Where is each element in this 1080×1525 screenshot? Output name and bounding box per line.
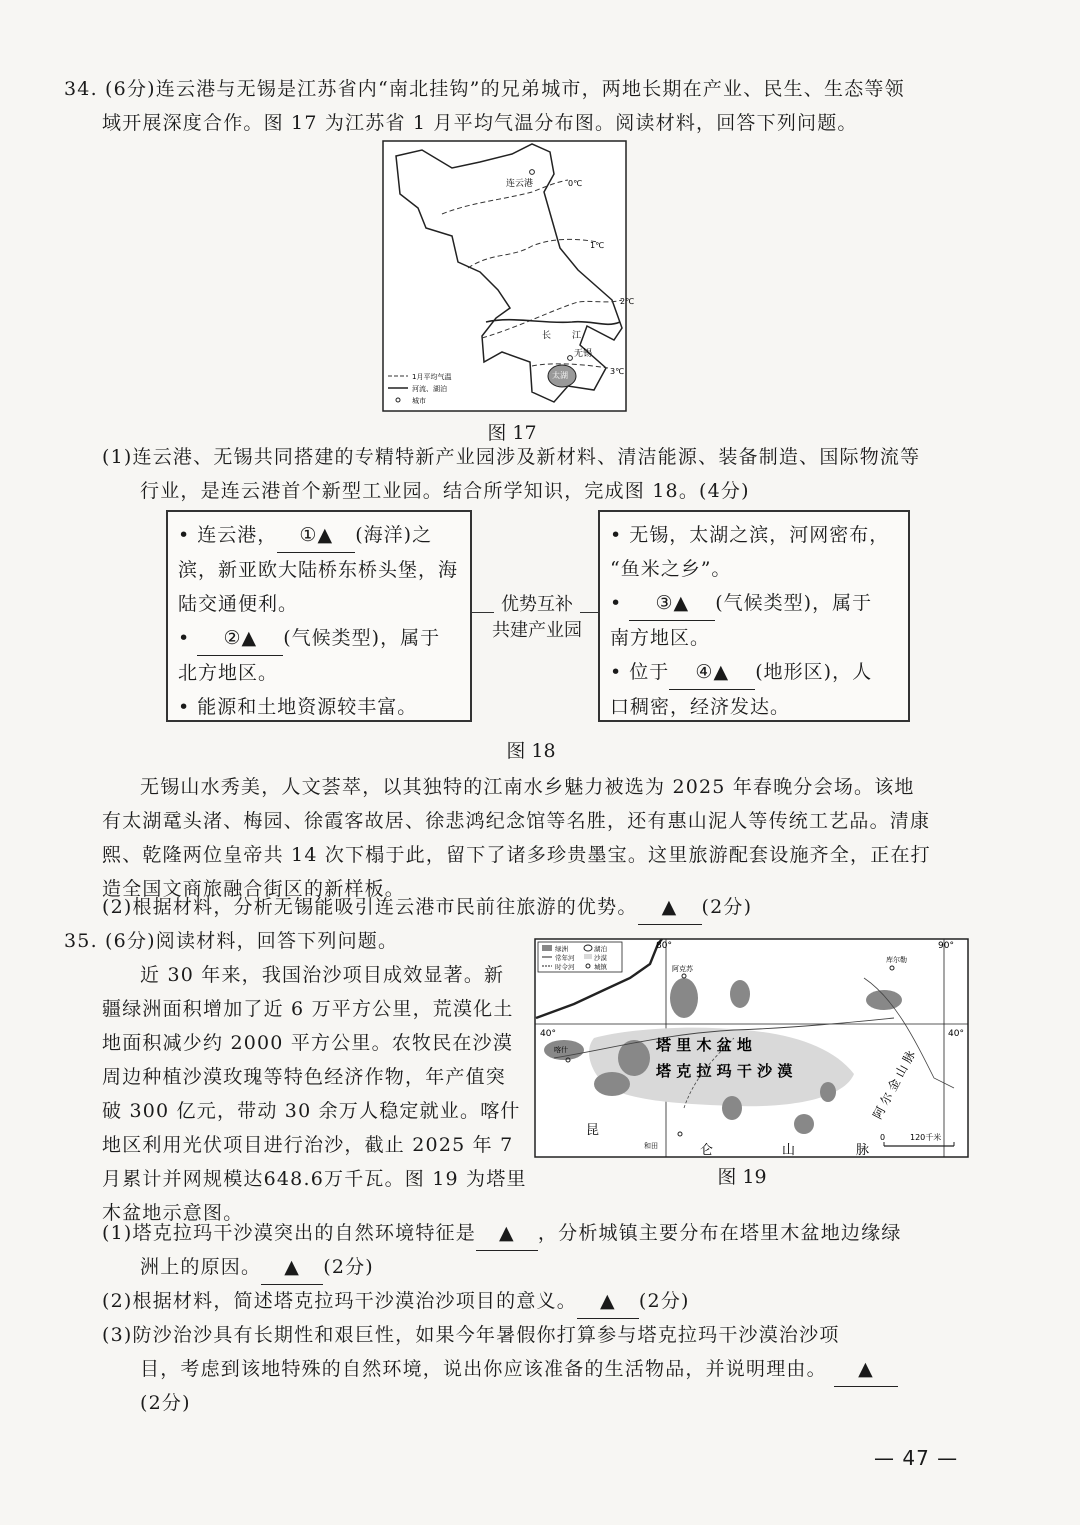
label-taihu: 太湖: [552, 371, 568, 380]
fig18-center: 优势互补 共建产业园: [492, 594, 582, 641]
q35-sub1-line1: (1)塔克拉玛干沙漠突出的自然环境特征是 ▲ ，分析城镇主要分布在塔里木盆地边缘绿: [102, 1216, 902, 1251]
svg-text:湖泊: 湖泊: [594, 945, 607, 953]
svg-text:城镇: 城镇: [594, 963, 607, 971]
svg-text:常年河: 常年河: [555, 954, 575, 962]
q35-sub2: (2)根据材料，简述塔克拉玛干沙漠治沙项目的意义。 ▲ (2分): [102, 1284, 690, 1319]
q34-para-line4: 造全国文商旅融合街区的新样板。: [102, 878, 406, 900]
blank-2[interactable]: ②▲: [197, 621, 283, 656]
q35-head: 35. (6分)阅读材料，回答下列问题。: [64, 930, 399, 952]
svg-text:沙漠: 沙漠: [594, 954, 607, 962]
label-3c: 3℃: [610, 367, 625, 376]
blank-1[interactable]: ①▲: [277, 518, 355, 553]
label-jiang: 江: [572, 331, 582, 341]
q35-sub1-line2: 洲上的原因。 ▲ (2分): [140, 1250, 374, 1285]
q34-sub1-line1: (1)连云港、无锡共同搭建的专精特新产业园涉及新材料、清洁能源、装备制造、国际物流等: [102, 446, 921, 468]
label-lianyungang: 连云港: [506, 179, 534, 189]
q35-para-6: 月累计并网规模达648.6万千瓦。图 19 为塔里: [102, 1168, 527, 1190]
svg-text:时令河: 时令河: [555, 963, 575, 971]
fig19-caption: 图 19: [717, 1166, 767, 1188]
blank-4[interactable]: ④▲: [669, 655, 755, 690]
label-2c: 2℃: [620, 297, 635, 306]
q35-sub3-line3: (2分): [140, 1392, 191, 1414]
fig17-caption: 图 17: [487, 422, 537, 444]
blank-3[interactable]: ③▲: [629, 586, 715, 621]
q34-stem-line1: 34. (6分)连云港与无锡是江苏省内“南北挂钩”的兄弟城市，两地长期在产业、民生、生态等领: [64, 78, 905, 100]
q35-sub3-line1: (3)防沙治沙具有长期性和艰巨性，如果今年暑假你打算参与塔克拉玛干沙漠治沙项: [102, 1324, 840, 1346]
q34-para-line2: 有太湖鼋头渚、梅园、徐霞客故居、徐悲鸿纪念馆等名胜，还有惠山泥人等传统工艺品。清康: [102, 810, 931, 832]
svg-text:绿洲: 绿洲: [555, 945, 568, 953]
blank-q35-3[interactable]: ▲: [834, 1352, 898, 1387]
q34-sub1-line2: 行业，是连云港首个新型工业园。结合所学知识，完成图 18。(4分): [140, 480, 750, 502]
svg-text:40°: 40°: [948, 1029, 964, 1039]
label-1c: 1℃: [590, 241, 605, 250]
legend-river: 河流、湖泊: [412, 385, 447, 393]
q35-para-7: 木盆地示意图。: [102, 1202, 244, 1224]
q35-para-5: 地区利用光伏项目进行治沙，截止 2025 年 7: [102, 1134, 514, 1156]
legend-city: 城市: [412, 397, 426, 405]
blank-q34-2[interactable]: ▲: [638, 890, 702, 925]
svg-text:40°: 40°: [540, 1029, 556, 1039]
svg-text:仑: 仑: [700, 1143, 714, 1158]
q34-stem-line2: 域开展深度合作。图 17 为江苏省 1 月平均气温分布图。阅读材料，回答下列问题。: [102, 112, 858, 134]
label-taklamakan: 塔 克 拉 玛 干 沙 漠: [656, 1062, 793, 1080]
page-number: — 47 —: [874, 1446, 959, 1470]
city-hotan: 和田: [644, 1142, 658, 1150]
legend-isotherm: 1月平均气温: [412, 373, 452, 381]
q34-para-line1: 无锡山水秀美，人文荟萃，以其独特的江南水乡魅力被选为 2025 年春晚分会场。该地: [140, 776, 915, 798]
svg-text:80°: 80°: [656, 941, 672, 951]
fig18-left-box: • 连云港， ①▲ (海洋)之 滨，新亚欧大陆桥东桥头堡，海 陆交通便利。 • ②▲ (气候类型)，属于 北方地区。 • 能源和土地资源较丰富。: [166, 510, 472, 722]
q35-sub3-line2: 目，考虑到该地特殊的自然环境，说出你应该准备的生活物品，并说明理由。 ▲: [140, 1352, 898, 1387]
city-korla: 库尔勒: [886, 956, 907, 964]
q34-para-line3: 熙、乾隆两位皇帝共 14 次下榻于此，留下了诸多珍贵墨宝。这里旅游配套设施齐全，正在打: [102, 844, 931, 866]
svg-text:120千米: 120千米: [910, 1133, 942, 1142]
fig19-map: [534, 938, 969, 1158]
blank-q35-2[interactable]: ▲: [577, 1284, 639, 1319]
label-chang: 长: [542, 331, 552, 341]
q35-para-1: 疆绿洲面积增加了近 6 万平方公里，荒漠化土: [102, 998, 514, 1020]
label-wuxi: 无锡: [574, 349, 593, 359]
city-kashi: 喀什: [554, 1046, 568, 1054]
q34-sub2: (2)根据材料，分析无锡能吸引连云港市民前往旅游的优势。 ▲ (2分): [102, 890, 752, 925]
q35-para-3: 周边种植沙漠玫瑰等特色经济作物，年产值突: [102, 1066, 507, 1088]
label-tarim-basin: 塔 里 木 盆 地: [656, 1036, 752, 1054]
svg-text:山: 山: [782, 1143, 796, 1158]
label-0c: 0℃: [568, 179, 583, 188]
blank-q35-1a[interactable]: ▲: [476, 1216, 538, 1251]
svg-text:0: 0: [880, 1133, 886, 1142]
svg-text:90°: 90°: [938, 941, 954, 951]
svg-text:脉: 脉: [856, 1143, 870, 1158]
q35-para-4: 破 300 亿元，带动 30 余万人稳定就业。喀什: [102, 1100, 521, 1122]
fig18-right-box: • 无锡，太湖之滨，河网密布， “鱼米之乡”。 • ③▲ (气候类型)，属于 南方地区。 • 位于 ④▲ (地形区)，人 口稠密，经济发达。: [598, 510, 910, 722]
blank-q35-1b[interactable]: ▲: [261, 1250, 323, 1285]
q35-para-0: 近 30 年来，我国治沙项目成效显著。新: [140, 964, 505, 986]
fig17-map: [382, 140, 635, 412]
city-aksu: 阿克苏: [672, 965, 693, 973]
fig18-caption: 图 18: [506, 740, 556, 762]
q35-para-2: 地面积减少约 2000 平方公里。农牧民在沙漠: [102, 1032, 514, 1054]
svg-text:昆: 昆: [586, 1123, 600, 1138]
label-altun: 阿 尔 金 山 脉: [870, 1048, 918, 1122]
